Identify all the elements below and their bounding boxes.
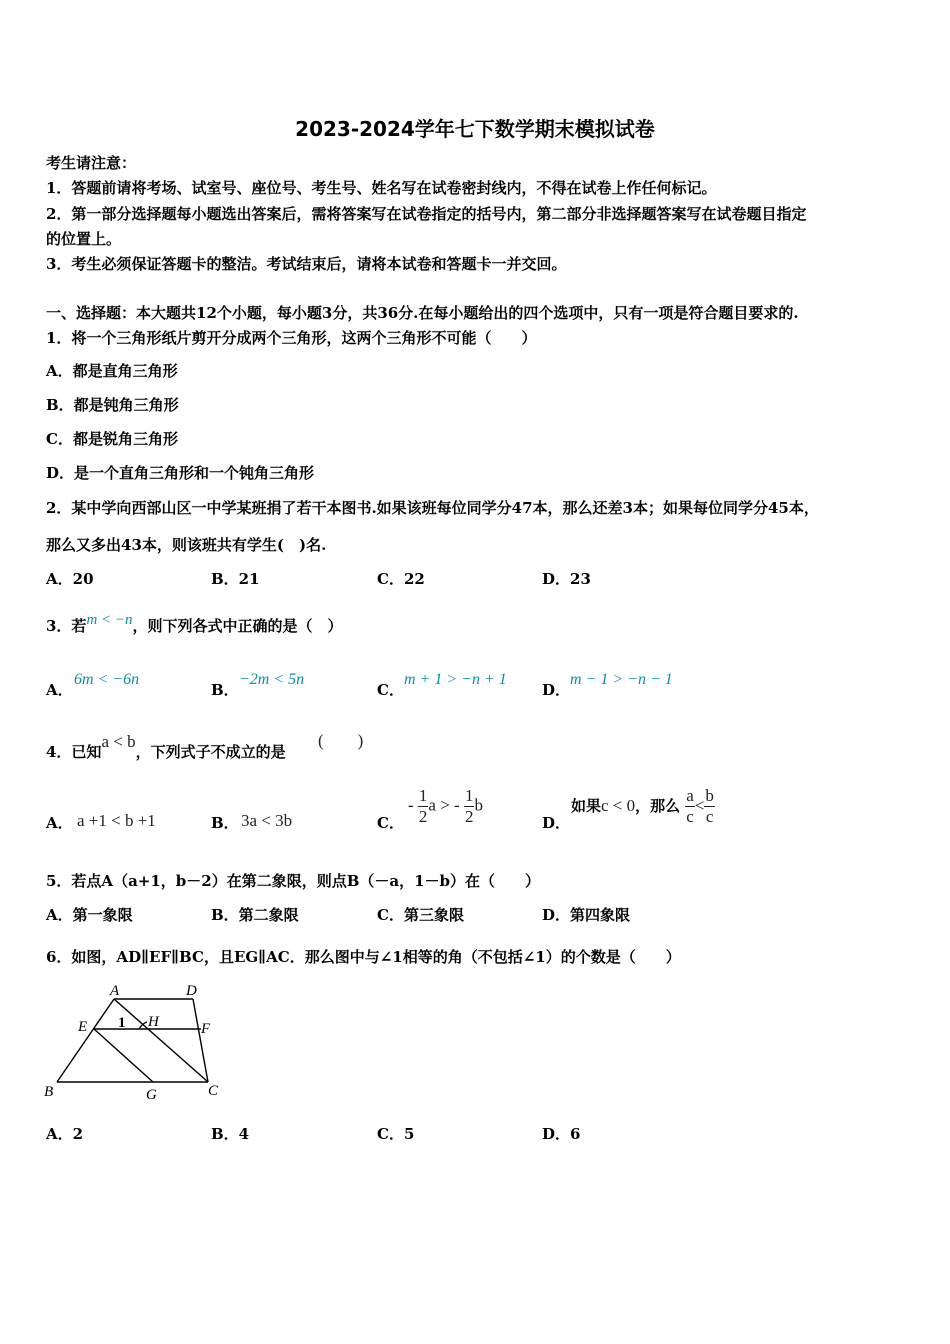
q4-option-d <box>571 786 715 827</box>
notice-item-1: 1．答题前请将考场、试室号、座位号、考生号、姓名写在试卷密封线内，不得在试卷上作任何标记。 <box>46 179 717 197</box>
point-label-h: H <box>148 1014 159 1030</box>
segment-dc <box>193 999 208 1082</box>
q4-c-minus: - <box>408 795 414 815</box>
q4-c-den1: 2 <box>418 807 428 826</box>
q4-c-num1: 1 <box>418 786 428 805</box>
q3-formula-a: 6m < −6n <box>74 671 140 688</box>
q4-d-cond: c < 0 <box>601 796 636 815</box>
point-label-a: A <box>110 983 120 999</box>
q4-label-b: B． <box>211 814 239 832</box>
q2-option-c: C．22 <box>377 570 425 588</box>
point-label-d: D <box>186 983 197 999</box>
q4-c-fraction-2 <box>464 786 475 827</box>
q4-d-den1: c <box>686 807 694 826</box>
q6-option-a: A．2 <box>46 1125 84 1143</box>
q4-d-text2: ，那么 <box>635 797 681 815</box>
q4-c-fraction-1 <box>418 786 429 827</box>
q5-option-b: B．第二象限 <box>211 906 299 924</box>
q5-stem: 5．若点A（a+1，b－2）在第二象限，则点B（－a，1－b）在（ ） <box>46 872 541 890</box>
q4-d-op: < <box>694 796 705 815</box>
q4-c-den2: 2 <box>464 807 474 826</box>
q2-stem-line1: 2．某中学向西部山区一中学某班捐了若干本图书.如果该班每位同学分47本，那么还差3本；如果每位同学分45本， <box>46 499 819 517</box>
q2-stem-line2: 那么又多出43本，则该班共有学生( )名. <box>46 536 327 554</box>
q4-formula-c <box>408 786 483 827</box>
q4-stem-pre: 4．已知 <box>46 743 102 761</box>
q4-label-d: D． <box>542 814 571 832</box>
q4-label-a: A． <box>46 814 73 832</box>
point-label-c: C <box>208 1083 219 1099</box>
q4-formula-a: a +1 < b +1 <box>77 811 156 830</box>
q6-option-d: D．6 <box>542 1125 581 1143</box>
q4-d-num1: a <box>686 786 694 805</box>
q4-d-num2: b <box>705 786 714 805</box>
q4-formula-b: 3a < 3b <box>241 811 293 830</box>
q4-stem-math: a < b <box>101 732 136 751</box>
q3-label-b: B． <box>211 681 239 699</box>
q4-stem-post: ，下列式子不成立的是 <box>135 743 286 761</box>
q1-option-d: D．是一个直角三角形和一个钝角三角形 <box>46 464 315 482</box>
q6-geometry-figure <box>40 978 240 1108</box>
q6-option-c: C．5 <box>377 1125 415 1143</box>
angle-1-label: 1 <box>118 1015 126 1031</box>
q3-formula-b: −2m < 5n <box>239 671 305 688</box>
q1-option-c: C．都是锐角三角形 <box>46 430 178 448</box>
q4-c-mid: a > - <box>428 795 460 815</box>
point-label-f: F <box>201 1021 211 1037</box>
q3-stem <box>46 612 343 636</box>
q5-option-a: A．第一象限 <box>46 906 133 924</box>
q4-d-fraction-2 <box>704 786 715 827</box>
q5-option-c: C．第三象限 <box>377 906 464 924</box>
segment-eg <box>94 1029 153 1082</box>
point-label-b: B <box>44 1084 54 1100</box>
point-label-g: G <box>146 1087 157 1103</box>
q4-d-fraction-1 <box>685 786 695 827</box>
q2-option-b: B．21 <box>211 570 260 588</box>
page-title: 2023-2024学年七下数学期末模拟试卷 <box>295 117 655 141</box>
q3-stem-math: m < −n <box>86 612 133 628</box>
q4-c-num2: 1 <box>464 786 474 805</box>
q6-stem: 6．如图，AD∥EF∥BC，且EG∥AC．那么图中与∠1相等的角（不包括∠1）的个数是（ ） <box>46 948 681 966</box>
segment-ab <box>57 999 114 1082</box>
q2-option-d: D．23 <box>542 570 591 588</box>
notice-item-3: 3．考生必须保证答题卡的整洁。考试结束后，请将本试卷和答题卡一并交回。 <box>46 255 567 273</box>
q1-option-b: B．都是钝角三角形 <box>46 396 179 414</box>
q5-option-d: D．第四象限 <box>542 906 631 924</box>
point-label-e: E <box>78 1019 88 1035</box>
q3-stem-pre: 3．若 <box>46 617 87 635</box>
notice-item-2-cont: 的位置上。 <box>46 230 122 248</box>
q3-label-a: A． <box>46 681 73 699</box>
q1-stem: 1．将一个三角形纸片剪开分成两个三角形，这两个三角形不可能（ ） <box>46 329 537 347</box>
q4-paren: ( ) <box>318 731 364 750</box>
q4-label-c: C． <box>377 814 404 832</box>
q3-formula-c: m + 1 > −n + 1 <box>404 671 507 688</box>
q4-stem <box>46 732 286 762</box>
q4-c-end: b <box>474 795 483 815</box>
section-heading: 一、选择题：本大题共12个小题，每小题3分，共36分.在每小题给出的四个选项中，只有一项是符合题目要求的. <box>46 304 799 322</box>
q3-formula-d: m − 1 > −n − 1 <box>570 671 673 688</box>
q3-stem-post: ，则下列各式中正确的是（ ） <box>132 617 343 635</box>
q3-label-d: D． <box>542 681 571 699</box>
q4-d-text1: 如果 <box>571 797 602 815</box>
q4-d-den2: c <box>705 807 714 826</box>
notice-item-2: 2．第一部分选择题每小题选出答案后，需将答案写在试卷指定的括号内，第二部分非选择题答案写在试卷题目指定 <box>46 205 807 223</box>
q1-option-a: A．都是直角三角形 <box>46 362 178 380</box>
segment-ac <box>114 999 208 1082</box>
q3-label-c: C． <box>377 681 404 699</box>
notice-heading: 考生请注意： <box>46 154 137 172</box>
q6-option-b: B．4 <box>211 1125 250 1143</box>
q2-option-a: A．20 <box>46 570 94 588</box>
